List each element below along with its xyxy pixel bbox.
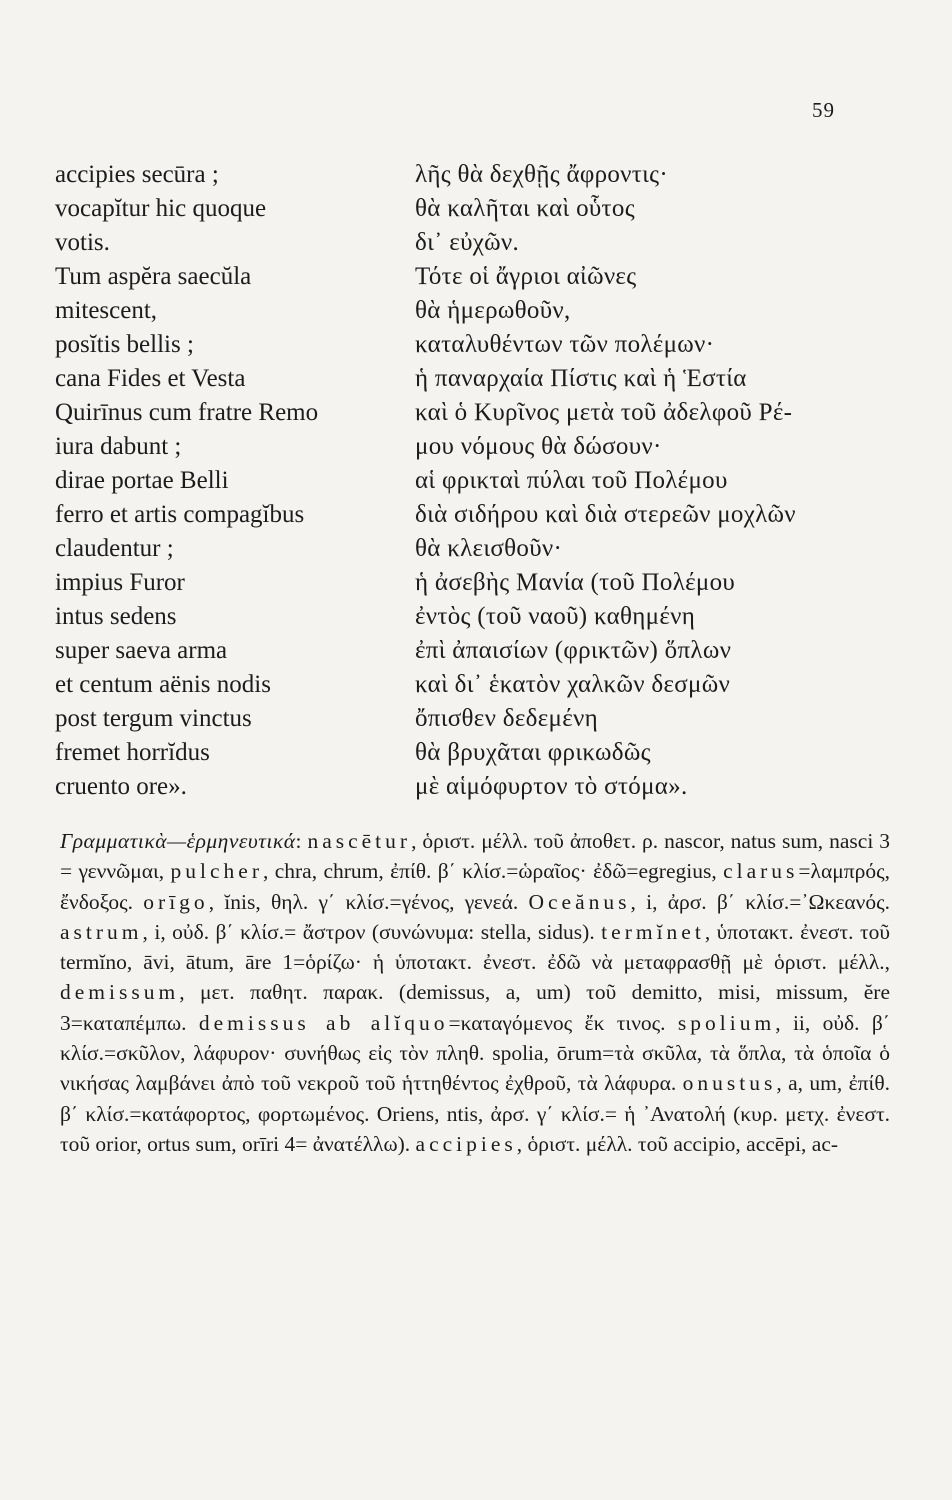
latin-verse-line: fremet horrĭdus (55, 739, 210, 766)
glossed-term: nascētur (307, 829, 412, 853)
glossed-term: orīgo (143, 889, 209, 914)
greek-translation-line: αἱ φρικταὶ πύλαι τοῦ Πολέμου (415, 467, 728, 494)
commentary-text: , chra, chrum, ἐπίθ. β΄ κλίσ.=ὡραῖος· ἐδῶ=egregius, (263, 859, 724, 884)
commentary-text: , i, ἀρσ. β΄ κλίσ.=᾽Ωκεανός. (630, 889, 890, 914)
commentary-text: , a, um, ἐπίθ. β΄ κλίσ.=κατάφορτος, φορτωμένος. Oriens, ntis, ἀρσ. γ΄ κλίσ.= ἡ ᾽Ανατολή (κυρ. μετχ. ἐνεστ. τοῦ orior, ortus sum, orīri 4= ἀνατέλλω). (60, 1071, 890, 1156)
greek-translation-line: ἐντὸς (τοῦ ναοῦ) καθημένη (415, 603, 696, 630)
greek-translation-line: θὰ καλῆται καὶ οὗτος (415, 195, 635, 222)
latin-verse-line: votis. (55, 229, 110, 256)
glossed-term: Oceănus (528, 889, 631, 914)
greek-translation-line: δι᾽ εὐχῶν. (415, 229, 520, 256)
greek-translation-line: ἡ ἀσεβὴς Μανία (τοῦ Πολέμου (415, 569, 736, 596)
greek-translation-line: θὰ κλεισθοῦν· (415, 535, 563, 562)
latin-verse-line: vocapĭtur hic quoque (55, 195, 267, 222)
glossed-term: onustus (682, 1071, 777, 1096)
latin-verse-line: dirae portae Belli (55, 467, 229, 494)
latin-verse-line: mitescent, (55, 297, 158, 324)
greek-translation-line: θὰ ἡμερωθοῦν, (415, 297, 571, 324)
greek-translation-line: διὰ σιδήρου καὶ διὰ στερεῶν μοχλῶν (415, 501, 796, 528)
latin-verse-line: claudentur ; (55, 535, 174, 562)
commentary-heading: Γραμματικὰ—ἑρμηνευτικά (60, 829, 296, 853)
commentary-text: : (295, 829, 308, 853)
latin-verse-line: intus sedens (55, 603, 177, 630)
grammar-commentary (60, 826, 890, 1159)
greek-translation-line: θὰ βρυχᾶται φρικωδῶς (415, 739, 651, 766)
greek-translation-line: καταλυθέντων τῶν πολέμων· (415, 331, 715, 358)
commentary-text: =καταγόμενος ἔκ τινος. (448, 1010, 678, 1035)
greek-translation-column (415, 158, 796, 804)
commentary-text: =λαμπρός, ἔνδοξος. (60, 859, 890, 914)
commentary-text: , μετ. παθητ. παρακ. (demissus, a, um) τοῦ demitto, misi, missum, ĕre 3=καταπέμπω. (60, 980, 890, 1035)
latin-verse-line: iura dabunt ; (55, 433, 182, 460)
greek-translation-line: καὶ ὁ Κυρῖνος μετὰ τοῦ ἀδελφοῦ Ρέ- (415, 399, 793, 426)
greek-translation-line: Τότε οἱ ἄγριοι αἰῶνες (415, 263, 637, 290)
glossed-term: spolium (677, 1010, 776, 1035)
greek-translation-line: λῆς θὰ δεχθῇς ἄφροντις· (415, 161, 668, 188)
latin-verse-line: Quirīnus cum fratre Remo (55, 399, 319, 426)
commentary-text: , ὁριστ. μέλλ. τοῦ ἀποθετ. ρ. nascor, natus sum, nasci 3 = γεννῶμαι, (60, 829, 890, 884)
commentary-text: , i, οὐδ. β΄ κλίσ.= ἄστρον (συνώνυμα: stella, sidus). (142, 919, 602, 944)
glossed-term: pulcher (170, 859, 263, 884)
greek-translation-line: ἐπὶ ἀπαισίων (φρικτῶν) ὅπλων (415, 637, 732, 664)
greek-translation-line: μου νόμους θὰ δώσουν· (415, 433, 662, 460)
latin-verse-line: cruento ore». (55, 773, 187, 800)
latin-verse-line: cana Fides et Vesta (55, 365, 246, 392)
greek-translation-line: ὄπισθεν δεδεμένη (415, 705, 598, 732)
greek-translation-line: μὲ αἱμόφυρτον τὸ στόμα». (415, 773, 688, 800)
latin-verse-line: post tergum vinctus (55, 705, 252, 732)
latin-verse-line: posĭtis bellis ; (55, 331, 194, 358)
commentary-text: , ὁριστ. μέλλ. τοῦ accipio, accēpi, ac- (516, 1131, 839, 1156)
glossed-term: astrum (60, 919, 143, 944)
glossed-term: demissum (60, 980, 180, 1005)
commentary-text: , ὑποτακτ. ἐνεστ. τοῦ termĭno, āvi, ātum, āre 1=ὁρίζω· ἡ ὑποτακτ. ἐνεστ. ἐδῶ νὰ μεταφρασθῇ μὲ ὁριστ. μέλλ., (60, 919, 891, 975)
glossed-term: accipies (415, 1131, 517, 1156)
latin-text-column (55, 158, 318, 804)
glossed-term: clarus (723, 859, 799, 884)
latin-verse-line: super saeva arma (55, 637, 228, 664)
commentary-text: , ii, οὐδ. β΄ κλίσ.=σκῦλον, λάφυρον· συνήθως εἰς τὸν πληθ. spolia, ōrum=τὰ σκῦλα, τὰ ὅπλα, τὰ ὁποῖα ὁ νικήσας λαμβάνει ἀπὸ τοῦ νεκροῦ τοῦ ἡττηθέντος ἐχθροῦ, τὰ λάφυρα. (60, 1010, 890, 1096)
latin-verse-line: accipies secūra ; (55, 161, 219, 188)
page-number: 59 (812, 98, 835, 122)
glossed-term: demissus ab alĭquo (198, 1010, 449, 1035)
glossed-term: termĭnet (601, 919, 705, 944)
latin-verse-line: ferro et artis compagĭbus (55, 501, 305, 528)
latin-verse-line: et centum aënis nodis (55, 671, 271, 698)
greek-translation-line: καὶ δι᾽ ἑκατὸν χαλκῶν δεσμῶν (415, 671, 731, 698)
commentary-text: , ĭnis, θηλ. γ΄ κλίσ.=γένος, γενεά. (208, 889, 529, 914)
latin-verse-line: Tum aspĕra saecŭla (55, 263, 252, 290)
greek-translation-line: ἡ παναρχαία Πίστις καὶ ἡ Ἑστία (415, 365, 747, 392)
latin-verse-line: impius Furor (55, 569, 185, 596)
